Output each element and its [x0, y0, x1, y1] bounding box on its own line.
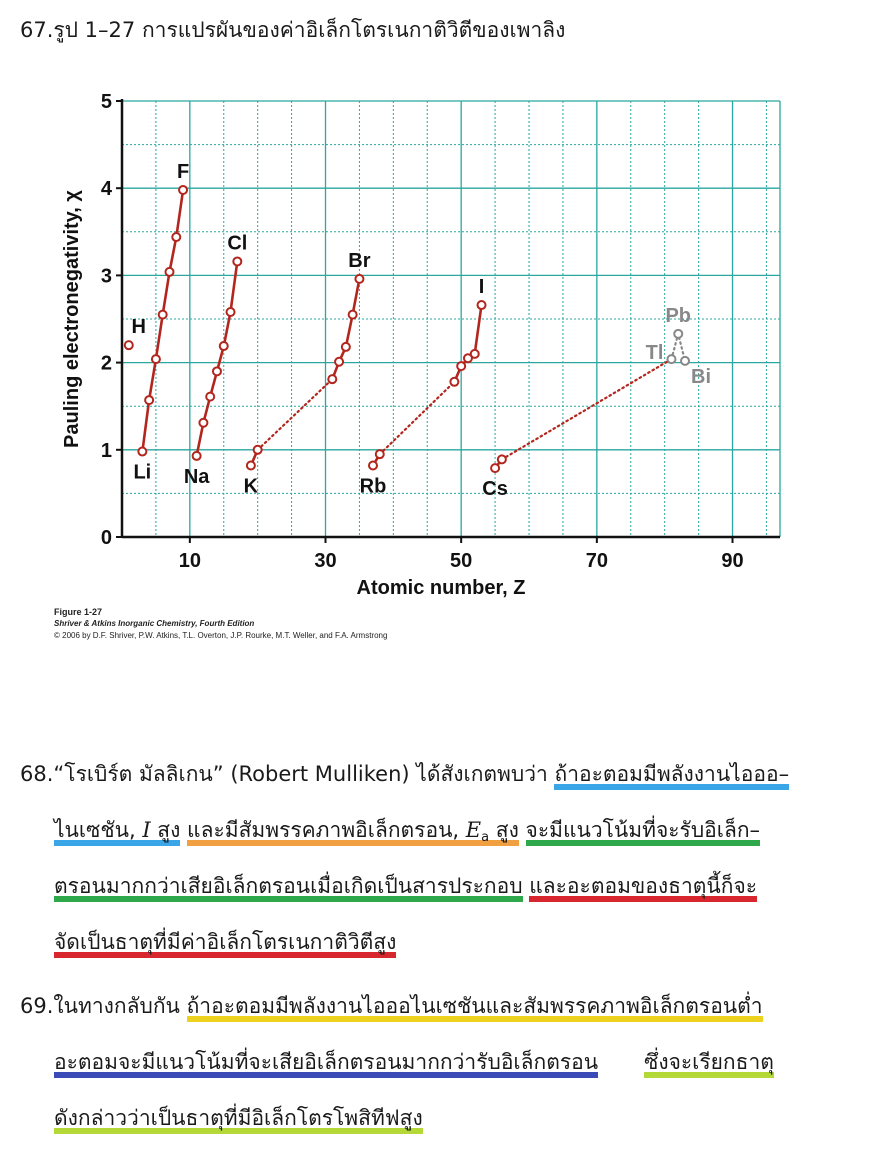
- text-span: และมีสัมพรรคภาพอิเล็กตรอน,: [187, 818, 466, 842]
- data-point: [376, 450, 384, 458]
- highlight-red: และอะตอมของธาตุนี้ก็จะ: [529, 874, 757, 902]
- figure-copyright: © 2006 by D.F. Shriver, P.W. Atkins, T.L. Overton, J.P. Rourke, M.T. Weller, and F.A. Armstrong: [54, 631, 388, 640]
- element-label: H: [131, 316, 147, 339]
- text-span: สูง: [150, 818, 181, 842]
- element-label: Bi: [691, 365, 712, 388]
- paragraph-69-line-3: [20, 1090, 865, 1146]
- data-point: [179, 186, 187, 194]
- element-label: K: [243, 475, 259, 498]
- element-label: Cl: [227, 232, 248, 255]
- y-axis-title: Pauling electronegativity, χ: [61, 190, 83, 448]
- data-point: [450, 378, 458, 386]
- section-heading: 67.รูป 1–27 การแปรผันของค่าอิเล็กโตรเนกาติวิตีของเพาลิง: [20, 18, 566, 42]
- element-label: Br: [348, 249, 371, 272]
- data-point: [138, 448, 146, 456]
- paragraph-69: [20, 978, 865, 1146]
- data-point: [369, 461, 377, 469]
- highlight-blue: ถ้าอะตอมมีพลังงานไอออ–: [554, 762, 789, 790]
- electronegativity-chart: [0, 80, 895, 610]
- element-label: Pb: [665, 304, 692, 327]
- highlight-yellow: ถ้าอะตอมมีพลังงานไอออไนเซชันและสัมพรรคภาพอิเล็กตรอนต่ำ: [187, 994, 763, 1022]
- series-line: [258, 379, 333, 450]
- paragraph-68-line-1: [20, 746, 865, 802]
- highlight-red: จัดเป็นธาตุที่มีค่าอิเล็กโตรเนกาติวิตีสูง: [54, 930, 396, 958]
- figure-source: Shriver & Atkins Inorganic Chemistry, Fourth Edition: [54, 619, 255, 628]
- element-label: Na: [183, 465, 210, 488]
- paragraph-69-line-2: [20, 1034, 865, 1090]
- highlight-orange: [187, 818, 519, 846]
- data-point: [254, 446, 262, 454]
- element-label: F: [176, 160, 190, 183]
- series-line: [380, 382, 455, 454]
- element-label: Li: [133, 461, 152, 484]
- data-point: [165, 268, 173, 276]
- data-point: [667, 355, 675, 363]
- data-point: [478, 301, 486, 309]
- data-point: [342, 343, 350, 351]
- paragraph-68: [20, 746, 865, 970]
- data-point: [206, 393, 214, 401]
- figure-number: Figure 1-27: [54, 607, 103, 617]
- data-point: [491, 464, 499, 472]
- ionization-symbol: I: [142, 818, 151, 842]
- text-span: [519, 818, 526, 842]
- data-point: [349, 311, 357, 319]
- y-tick-label: 4: [100, 178, 112, 201]
- highlight-green: จะมีแนวโน้มที่จะรับอิเล็ก–: [526, 818, 761, 846]
- data-point: [233, 257, 241, 265]
- paragraph-69-line-1: [20, 978, 865, 1034]
- paragraph-number: 69.: [20, 994, 54, 1018]
- highlight-navy: อะตอมจะมีแนวโน้มที่จะเสียอิเล็กตรอนมากกว่ารับอิเล็กตรอน: [54, 1050, 598, 1078]
- chart-axes: [61, 91, 780, 599]
- data-point: [247, 461, 255, 469]
- x-tick-label: 70: [585, 550, 608, 572]
- paragraph-68-line-3: [20, 858, 865, 914]
- data-point: [159, 311, 167, 319]
- data-point: [213, 367, 221, 375]
- series-line: [142, 190, 183, 452]
- x-tick-label: 90: [721, 550, 744, 572]
- highlight-green: ตรอนมากกว่าเสียอิเล็กตรอนเมื่อเกิดเป็นสารประกอบ: [54, 874, 523, 902]
- text-span: ในทางกลับกัน: [53, 994, 187, 1018]
- x-axis-title: Atomic number, Z: [356, 577, 526, 599]
- figure-caption: [54, 606, 387, 642]
- x-tick-label: 30: [314, 550, 337, 572]
- paragraph-number: 68.: [20, 762, 54, 786]
- data-point: [172, 233, 180, 241]
- y-tick-label: 0: [100, 527, 112, 549]
- element-label: Rb: [359, 475, 387, 498]
- element-label: I: [478, 276, 485, 299]
- data-point: [199, 419, 207, 427]
- y-tick-label: 1: [100, 439, 112, 462]
- data-point: [145, 396, 153, 404]
- paragraph-68-line-4: [20, 914, 865, 970]
- paragraph-68-line-2: [20, 802, 865, 858]
- highlight-lime: ซึ่งจะเรียกธาตุ: [644, 1050, 774, 1078]
- y-tick-label: 2: [100, 352, 112, 375]
- affinity-symbol: E: [465, 818, 482, 842]
- data-point: [335, 358, 343, 366]
- affinity-subscript: a: [481, 830, 490, 845]
- data-point: [152, 355, 160, 363]
- text-span: “โรเบิร์ต มัลลิเกน” (Robert Mulliken) ได้สังเกตพบว่า: [53, 762, 555, 786]
- data-point: [328, 375, 336, 383]
- data-point: [498, 455, 506, 463]
- highlight-lime: ดังกล่าวว่าเป็นธาตุที่มีอิเล็กโตรโพสิทีฟสูง: [54, 1106, 423, 1134]
- data-point: [674, 330, 682, 338]
- y-tick-label: 3: [100, 265, 112, 288]
- element-label: Tl: [645, 342, 664, 365]
- x-tick-label: 50: [450, 550, 473, 572]
- data-point: [125, 341, 133, 349]
- series-line: [502, 359, 672, 459]
- text-span: ไนเซชัน,: [54, 818, 143, 842]
- highlight-blue: [54, 818, 180, 846]
- data-point: [681, 357, 689, 365]
- y-tick-label: 5: [100, 91, 112, 113]
- data-point: [193, 452, 201, 460]
- data-point: [471, 350, 479, 358]
- data-point: [355, 275, 363, 283]
- data-point: [220, 342, 228, 350]
- element-label: Cs: [482, 478, 508, 501]
- data-point: [227, 308, 235, 316]
- data-point: [457, 362, 465, 370]
- x-tick-label: 10: [178, 550, 201, 572]
- text-span: สูง: [489, 818, 519, 842]
